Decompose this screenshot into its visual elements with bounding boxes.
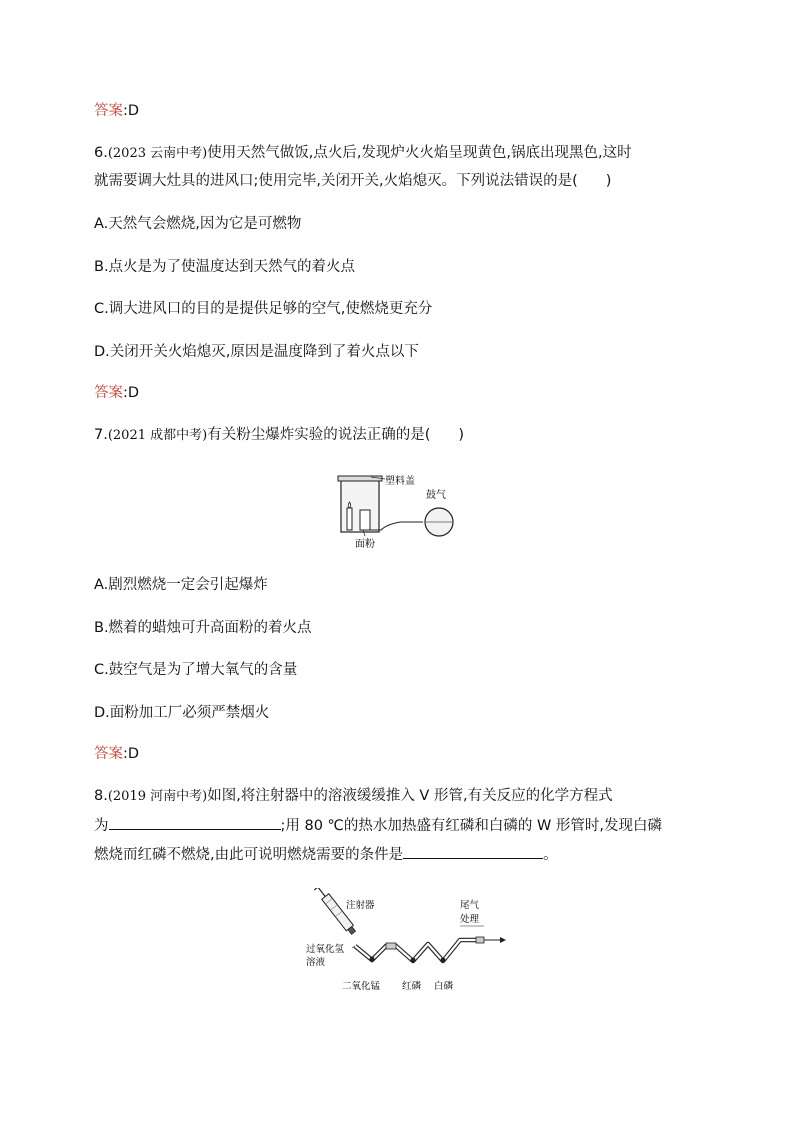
q8-line2-suffix: ;用 80 ℃的热水加热盛有红磷和白磷的 W 形管时,发现白磷 xyxy=(280,818,663,834)
q8-number: 8. xyxy=(94,788,108,804)
q8-stem-line1 xyxy=(94,786,613,807)
q8-line3-prefix: 燃烧而红磷不燃烧,由此可说明燃烧需要的条件是 xyxy=(94,847,404,863)
label-red-p: 红磷 xyxy=(402,981,422,992)
q7-option-d: D.面粉加工厂必须严禁烟火 xyxy=(94,705,270,721)
q6-stem-line2 xyxy=(94,171,611,191)
label-solution-1: 过氧化氢 xyxy=(306,944,345,955)
label-blow: 鼓气 xyxy=(426,490,446,501)
q8-line3-suffix: 。 xyxy=(543,847,558,863)
q7-source: (2021 成都中考) xyxy=(107,428,208,443)
q6-option-b: B.点火是为了使温度达到天然气的着火点 xyxy=(94,259,356,275)
answer-label: 答案 xyxy=(94,746,123,762)
q6-number: 6. xyxy=(94,145,108,161)
q6-stem-line1 xyxy=(94,143,632,164)
syringe xyxy=(314,888,357,936)
q7-number: 7. xyxy=(94,427,108,443)
q7-stem xyxy=(94,425,464,446)
q8-stem-line2 xyxy=(94,815,662,836)
q6-option-c: C.调大进风口的目的是提供足够的空气,使燃烧更充分 xyxy=(94,301,433,317)
mno2-dot xyxy=(370,957,375,962)
q8-source: (2019 河南中考) xyxy=(107,789,208,804)
plastic-lid xyxy=(338,476,382,481)
label-flour: 面粉 xyxy=(355,539,375,550)
label-mno2: 二氧化锰 xyxy=(342,981,381,992)
answer-label: 答案 xyxy=(94,385,123,401)
q7-option-b: B.燃着的蜡烛可升高面粉的着火点 xyxy=(94,620,312,636)
q6-source: (2023 云南中考) xyxy=(107,146,208,161)
q6-option-d: D.关闭开关火焰熄灭,原因是温度降到了着火点以下 xyxy=(94,344,419,360)
q7-option-a: A.剧烈燃烧一定会引起爆炸 xyxy=(94,577,268,593)
flour-cup xyxy=(360,510,370,530)
label-syringe: 注射器 xyxy=(346,900,375,911)
q6-close-paren: ) xyxy=(605,173,612,189)
dust-explosion-figure xyxy=(325,464,475,554)
q6-text-line1: 使用天然气做饭,点火后,发现炉火火焰呈现黄色,锅底出现黑色,这时 xyxy=(207,145,632,161)
condition-blank[interactable] xyxy=(403,844,543,859)
candle xyxy=(347,508,352,530)
q7-option-c: C.鼓空气是为了增大氧气的含量 xyxy=(94,662,298,678)
label-solution-2: 溶液 xyxy=(306,957,326,968)
candle-flame xyxy=(348,502,351,508)
q6-option-a: A.天然气会燃烧,因为它是可燃物 xyxy=(94,216,302,232)
q8-text-line1: 如图,将注射器中的溶液缓缓推入 V 形管,有关反应的化学方程式 xyxy=(207,788,613,804)
exhaust-connector xyxy=(476,937,484,943)
answer-q7 xyxy=(94,744,139,764)
answer-value: :D xyxy=(123,385,140,401)
label-white-p: 白磷 xyxy=(434,981,454,992)
q6-text-line2: 就需要调大灶具的进风口;使用完毕,关闭开关,火焰熄灭。下列说法错误的是( xyxy=(94,173,578,189)
tube-connector xyxy=(386,943,396,949)
label-exhaust-1: 尾气 xyxy=(460,900,480,911)
answer-value: :D xyxy=(123,746,140,762)
answer-q5 xyxy=(94,101,139,121)
q7-text: 有关粉尘爆炸实验的说法正确的是( xyxy=(207,427,431,443)
label-exhaust-2: 处理 xyxy=(460,914,480,925)
white-phosphorus-dot xyxy=(441,958,446,963)
red-phosphorus-dot xyxy=(411,958,416,963)
q7-close-paren: ) xyxy=(458,427,465,443)
q8-line2-prefix: 为 xyxy=(94,818,109,834)
vw-tube-figure xyxy=(300,888,510,998)
equation-blank[interactable] xyxy=(109,815,281,830)
answer-label: 答案 xyxy=(94,103,123,119)
answer-q6 xyxy=(94,383,139,403)
answer-value: :D xyxy=(123,103,140,119)
label-lid: 塑料盖 xyxy=(385,476,415,487)
q8-stem-line3 xyxy=(94,844,558,865)
